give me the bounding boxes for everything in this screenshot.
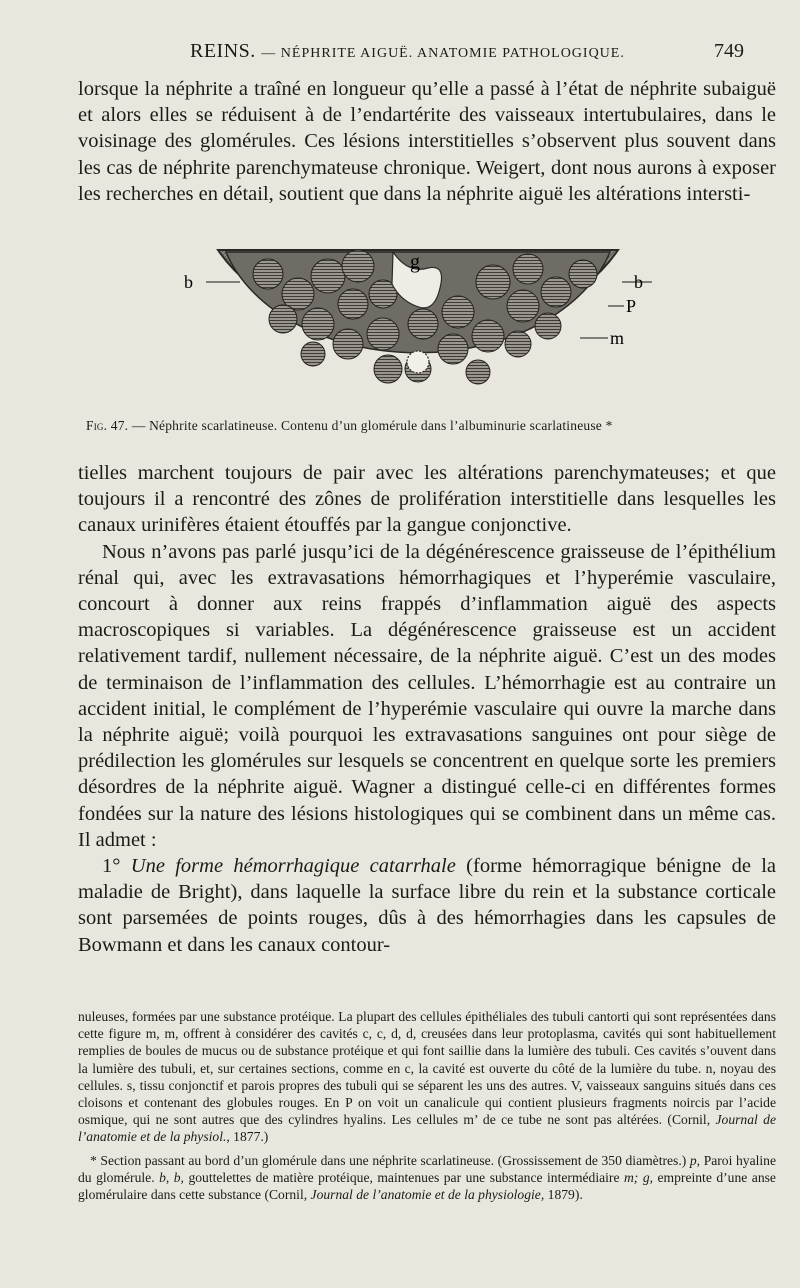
footnote-2-mid2: gouttelettes de matière protéique, maintenues par une substance intermédiaire [188, 1169, 620, 1185]
central-vacuole [407, 351, 429, 373]
form-name: Une forme hémorrhagique catarrhale [130, 855, 456, 878]
figure-label-b-left: b [184, 272, 193, 292]
paragraph-4-text: (forme hémorragique bénigne de la maladie de Bright), dans laquelle la surface libre du rein et la substance corticale sont parsemées de points rouges, dûs à des hémorrhagies dans les capsules de Bowmann et dans les canaux contour- [78, 855, 777, 956]
footnote-2-m: m; [623, 1169, 639, 1185]
footnote-2-g: g, [642, 1169, 654, 1185]
footnote-2-journal: Journal de l’anatomie et de la physiologie, [310, 1187, 545, 1203]
paragraph-3: Nous n’avons pas parlé jusqu’ici de la dégénérescence graisseuse de l’épithélium rénal qui, avec les extravasations hémorrhagiques et l’hyperémie vasculaire, concourt à donner aux reins frappés d’inflammation aiguë des aspects macroscopiques si variables. La dégénérescence graisseuse est un accident relativement tardif, nullement nécessaire, de la néphrite aiguë. C’est un des modes de terminaison de l’inflammation des cellules. L’hémorrhagie est au contraire un accident initial, le complément de l’hyperémie vasculaire qui ouvre la marche dans la néphrite aiguë; voilà pourquoi les extravasations sanguines ont pour siège de prédilection les glomérules sur lesquels se concentrent en quelque sorte les premiers désordres de la néphrite aiguë. Wagner a distingué celle-ci en différentes formes fondées sur la nature des lésions histologiques qui se combinent dans un même cas. Il admet : [78, 540, 776, 851]
figure-caption-text: — Néphrite scarlatineuse. Contenu d’un glomérule dans l’albuminurie scarlatineuse * [131, 418, 613, 433]
footnote-1-text: nuleuses, formées par une substance protéique. La plupart des cellules épithéliales des tubuli cantorti qui sont représentées dans cette figure m, m, offrent à considérer des cavités c, c, d, d, creusées dans leur protoplasma, cavités qui sont habituellement remplies de boules de mucus ou de substance protéique et qui font saillie dans la lumière des tubuli. Ces cavités s’ouvent dans la lumière des tubuli, et, sur certaines sections, comme en c, la cavité est ouverte du côté de la lumière du tube. n, noyau des cellules. s, tissu conjonctif et parois propres des tubuli qui se séparent les uns des autres. V, vaisseaux sanguins situés dans ces cloisons et contenant des globules rouges. En P on voit un canalicule qui contient plusieurs fragments noircis par l’acide osmique, qui ne sont autres que des cylindres hyalins. Les cellules m’ de ce tube ne sont pas altérées. [78, 1009, 776, 1128]
figure-47 [178, 244, 658, 414]
figure-caption [86, 418, 776, 434]
footnote-1-journal: Journal de l’anatomie et de la physiol. [78, 1112, 776, 1145]
footnote-2-b: b, b, [159, 1169, 184, 1185]
figure-label-p: P [626, 296, 637, 316]
footnote-continuation [78, 1008, 776, 1146]
paragraph-1: lorsque la néphrite a traîné en longueur qu’elle a passé à l’état de néphrite subaiguë et alors elles se réduisent à de l’endartérite des vaisseaux intertubulaires, dans le voisinage des glomérules. Ces lésions interstitielles s’observent plus souvent dans les cas de néphrite parenchymateuse chronique. Weigert, dont nous aurons à exposer les recherches en détail, soutient que dans la néphrite aiguë les altérations intersti- [78, 78, 776, 205]
figure-label-g: g [410, 251, 420, 273]
running-title [190, 40, 625, 63]
footnote-2-mid3: empreinte d’une anse glomérulaire dans cette substance (Cornil, [78, 1169, 776, 1203]
glomerulus-illustration [178, 244, 658, 414]
running-header [0, 40, 800, 70]
paragraph-block-main [78, 460, 776, 958]
paragraph-top [78, 76, 776, 207]
footnotes [78, 1008, 776, 1203]
running-title-rest: — NÉPHRITE AIGUË. ANATOMIE PATHOLOGIQUE. [261, 46, 625, 61]
figure-label-b-right: b [634, 272, 643, 292]
figure-number: Fig. 47. [86, 418, 129, 433]
footnote-2-prefix: * Section passant au bord d’un glomérule dans une néphrite scarlatineuse. (Grossissement de 350 diamètres.) [90, 1152, 687, 1168]
paragraph-2: tielles marchent toujours de pair avec les altérations parenchymateuses; et que toujours il a rencontré des zônes de prolifération interstitielle dans lesquelles les canaux urinifères étaient étouffés par la gangue conjonctive. [78, 462, 776, 537]
footnote-1-author: (Cornil, [667, 1112, 711, 1128]
footnote-star [78, 1152, 776, 1204]
page-number: 749 [714, 40, 744, 62]
running-title-main: REINS. [190, 40, 256, 62]
footnote-2-year: 1879). [547, 1187, 583, 1203]
footnote-1-year: , 1877.) [226, 1129, 269, 1145]
paragraph-4 [78, 853, 776, 958]
figure-label-m: m [610, 328, 625, 348]
footnote-2-p: p, [689, 1152, 701, 1168]
footnote-2-mid: Paroi hyaline du glomérule. [78, 1152, 776, 1185]
list-number: 1° [102, 855, 121, 878]
